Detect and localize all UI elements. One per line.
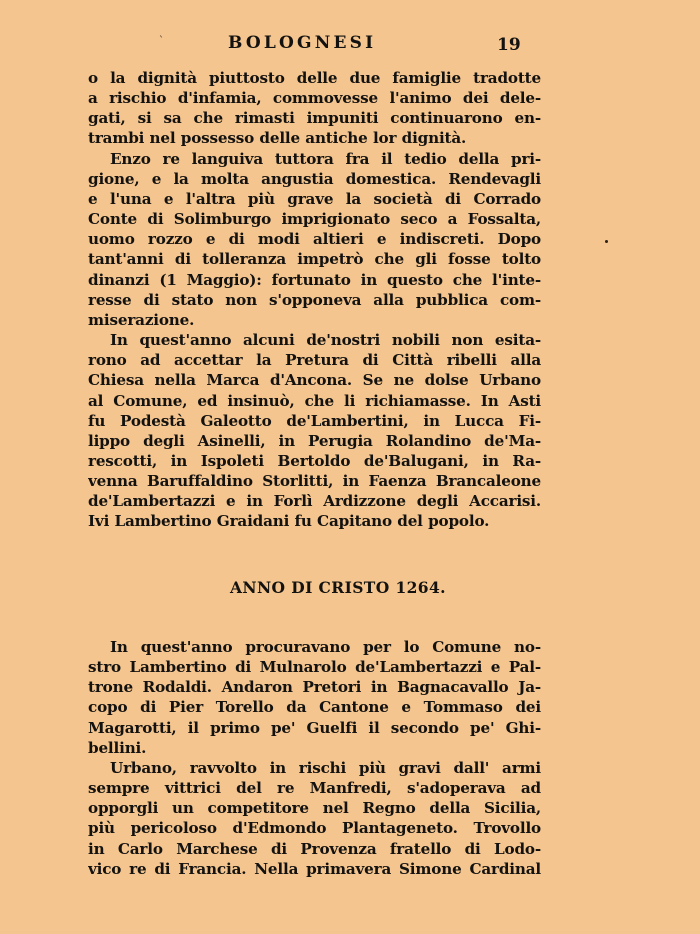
paragraph — [88, 330, 541, 532]
page-number: 19 — [497, 35, 521, 55]
text-line: fu Podestà Galeotto de'Lambertini, in Lucca Fi- — [88, 411, 541, 430]
text-line: Conte di Solimburgo imprigionato seco a Fossalta, — [88, 210, 541, 229]
text-line: in Carlo Marchese di Provenza fratello di Lodo- — [88, 839, 541, 858]
text-line: venna Baruffaldino Storlitti, in Faenza Brancaleone — [88, 472, 541, 491]
text-line: sempre vittrici del re Manfredi, s'adoperava ad — [88, 779, 541, 798]
paragraph — [88, 637, 541, 758]
text-line: dinanzi (1 Maggio): fortunato in questo che l'inte- — [88, 270, 541, 289]
text-line: trone Rodaldi. Andaron Pretori in Bagnacavallo Ja- — [88, 678, 541, 697]
section-heading-text: ANNO DI CRISTO 1264. — [230, 578, 446, 597]
text-line: Chiesa nella Marca d'Ancona. Se ne dolse Urbano — [88, 371, 541, 390]
text-line: uomo rozzo e di modi altieri e indiscreti. Dopo — [88, 230, 541, 249]
text-line: Enzo re languiva tuttora fra il tedio della pri- — [110, 149, 541, 168]
paragraph — [88, 149, 541, 330]
text-line: più pericoloso d'Edmondo Plantageneto. Trovollo — [88, 819, 541, 838]
text-line: stro Lambertino di Mulnarolo de'Lambertazzi e Pal- — [88, 658, 541, 677]
running-title: BOLOGNESI — [228, 33, 377, 53]
paragraph — [88, 758, 541, 879]
paragraph — [88, 68, 541, 149]
text-line: de'Lambertazzi e in Forlì Ardizzone degli Accarisi. — [88, 492, 541, 511]
text-line: resse di stato non s'opponeva alla pubblica com- — [88, 290, 541, 309]
stray-ink-mark: ` — [159, 36, 164, 47]
text-line: In quest'anno alcuni de'nostri nobili non esita- — [110, 331, 541, 350]
text-line: gione, e la molta angustia domestica. Rendevagli — [88, 169, 541, 188]
text-line: In quest'anno procuravano per lo Comune no- — [110, 638, 541, 656]
text-line: rono ad accettar la Pretura di Città ribelli alla — [88, 351, 541, 370]
text-line: lippo degli Asinelli, in Perugia Rolandino de'Ma- — [88, 431, 541, 450]
text-line: Magarotti, il primo pe' Guelfi il secondo pe' Ghi- — [88, 718, 541, 737]
text-line: a rischio d'infamia, commovesse l'animo dei dele- — [88, 89, 541, 108]
text-line: bellini. — [88, 738, 147, 757]
page-header — [0, 33, 700, 59]
text-line: copo di Pier Torello da Cantone e Tommaso dei — [88, 698, 541, 717]
text-line: al Comune, ed insinuò, che li richiamasse. In Asti — [88, 391, 541, 410]
text-line: Urbano, ravvolto in rischi più gravi dall' armi — [110, 758, 541, 777]
text-line: opporgli un competitore nel Regno della Sicilia, — [88, 799, 541, 818]
text-line: miserazione. — [88, 310, 195, 329]
text-line: e l'una e l'altra più grave la società di Corrado — [88, 189, 541, 208]
text-line: gati, si sa che rimasti impuniti continuarono en- — [88, 109, 541, 128]
text-line: o la dignità piuttosto delle due famiglie tradotte — [88, 69, 541, 87]
text-line: Ivi Lambertino Graidani fu Capitano del popolo. — [88, 512, 490, 531]
text-block-top — [88, 68, 541, 532]
text-block-bottom — [88, 637, 541, 879]
text-line: vico re di Francia. Nella primavera Simone Cardinal — [88, 859, 541, 878]
text-line: trambi nel possesso delle antiche lor dignità. — [88, 129, 467, 148]
section-heading — [0, 578, 700, 597]
text-line: tant'anni di tolleranza impetrò che gli fosse tolto — [88, 250, 541, 269]
ink-speck — [605, 240, 608, 243]
text-line: rescotti, in Ispoleti Bertoldo de'Balugani, in Ra- — [88, 451, 541, 470]
